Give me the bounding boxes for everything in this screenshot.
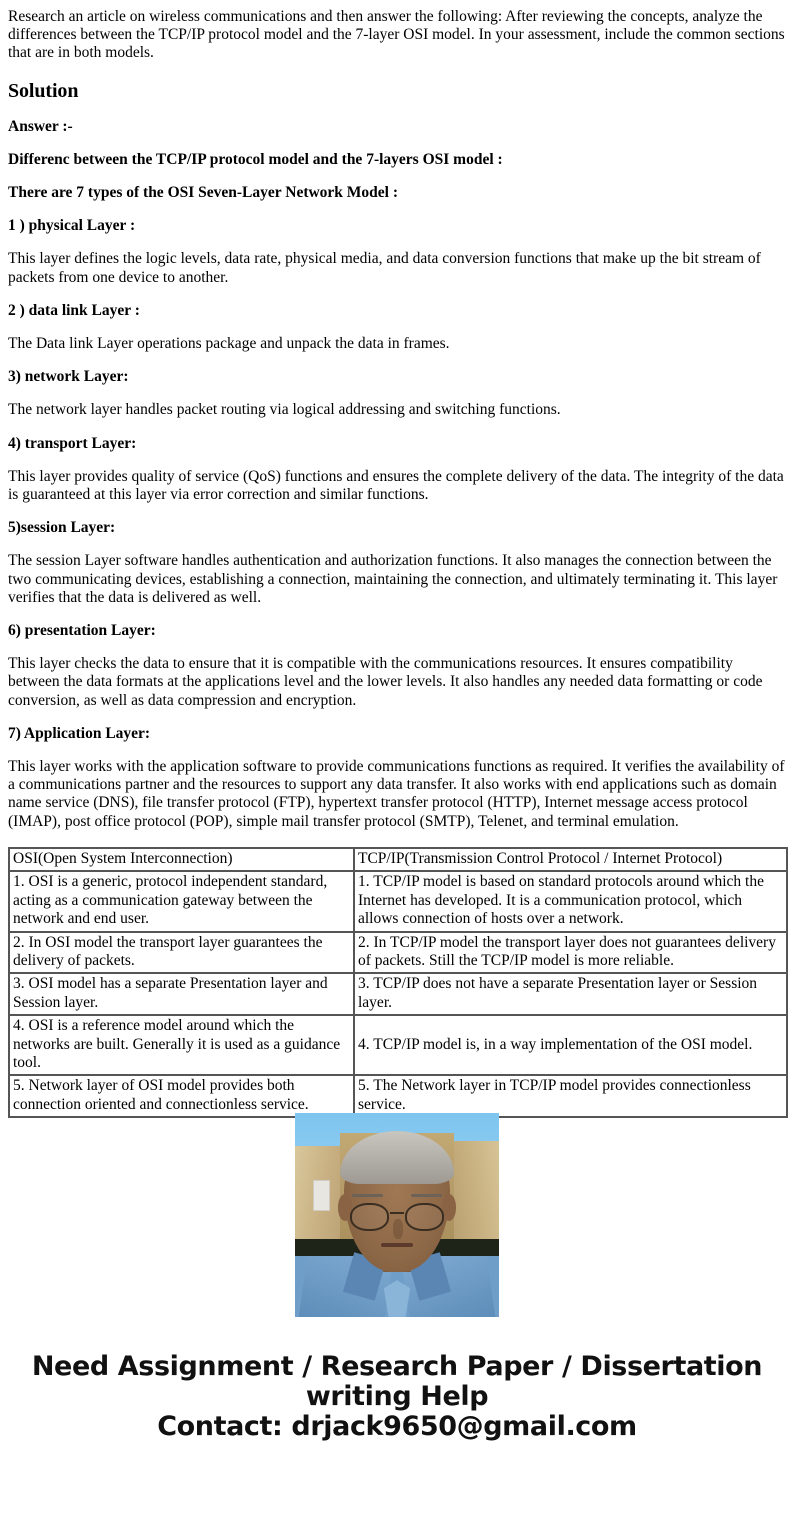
spacer [8,320,786,335]
table-row [9,932,787,974]
layer-heading-2: 2 ) data link Layer : [8,301,140,319]
table-cell-osi: 1. OSI is a generic, protocol independent standard, acting as a communication gateway between the network and end user. [9,871,354,931]
table-cell-osi: 4. OSI is a reference model around which the networks are built. Generally it is used as a guidance tool. [9,1015,354,1075]
layer-heading-6: 6) presentation Layer: [8,622,156,640]
footer-promo [0,1352,794,1456]
layer-body-2: The Data link Layer operations package and unpack the data in frames. [8,335,450,353]
table-row [9,871,787,931]
table-cell-tcpip: 5. The Network layer in TCP/IP model provides connectionless service. [354,1075,787,1117]
avatar-background-switch [313,1180,329,1211]
table-cell-tcpip: 1. TCP/IP model is based on standard protocols around which the Internet has developed. It is a communication protocol, which allows connection of hosts over a network. [354,871,787,931]
table-header-osi: OSI(Open System Interconnection) [9,848,354,871]
table-header-row [9,848,787,871]
avatar [295,1113,499,1317]
table-cell-tcpip: 2. In TCP/IP model the transport layer does not guarantees delivery of packets. Still the TCP/IP model is more reliable. [354,932,787,974]
spacer [8,537,786,552]
spacer [8,287,786,302]
table-row [9,973,787,1015]
layer-heading-3: 3) network Layer: [8,368,129,386]
table-cell-osi: 3. OSI model has a separate Presentation layer and Session layer. [9,973,354,1015]
spacer [8,453,786,468]
layer-body-5: The session Layer software handles authentication and authorization functions. It also manages the connection between the two communicating devices, establishing a connection, maintaining the connection, and ultimately terminating it. This layer verifies that the data is delivered as well. [8,552,778,606]
glasses-lens-right-icon [405,1203,444,1231]
spacer [8,710,786,725]
avatar-ear-right [442,1194,456,1221]
layer-heading-7: 7) Application Layer: [8,724,151,742]
layer-heading-4: 4) transport Layer: [8,434,137,452]
spacer [8,353,786,368]
glasses-bridge-icon [390,1212,404,1215]
table-cell-osi: 5. Network layer of OSI model provides both connection oriented and connectionless service. [9,1075,354,1117]
glasses-lens-left-icon [350,1203,389,1231]
layer-body-1: This layer defines the logic levels, data rate, physical media, and data conversion functions that make up the bit stream of packets from one device to another. [8,250,761,286]
avatar-container [0,1113,794,1322]
layer-body-6: This layer checks the data to ensure that it is compatible with the communications resources. It ensures compatibility between the data formats at the applications level and the lower levels. It also handles any needed data formatting or code conversion, as well as data compression and encryption. [8,655,763,709]
layer-body-4: This layer provides quality of service (QoS) functions and ensures the complete delivery of the data. The integrity of the data is guaranteed at this layer via error correction and similar functions. [8,467,784,504]
spacer [8,640,786,655]
spacer [8,136,786,151]
spacer [8,504,786,519]
spacer [8,103,786,118]
layer-body-7: This layer works with the application software to provide communications functions as required. It verifies the availability of a communications partner and the resources to support any data transfer. It also works with end applications such as domain name service (DNS), file transfer protocol (FTP), hypertext transfer protocol (HTTP), Internet message access protocol (IMAP), post office protocol (POP), simple mail transfer protocol (SMTP), Telenet, and terminal emulation. [8,758,785,830]
spacer [8,743,786,758]
avatar-mouth [381,1243,414,1247]
spacer [8,202,786,217]
solution-heading: Solution [8,79,79,102]
answer-label: Answer :- [8,117,73,135]
table-row [9,1075,787,1117]
layer-heading-1: 1 ) physical Layer : [8,217,136,235]
spacer [8,607,786,622]
comparison-table-container [0,847,794,1113]
spacer [8,63,786,79]
layer-heading-5: 5)session Layer: [8,519,116,537]
spacer [8,386,786,401]
assignment-prompt: Research an article on wireless communications and then answer the following: After reviewing the concepts, analyze the differences between the TCP/IP protocol model and the 7-layer OSI model. In your assessment, include the common sections that are in both models. [8,8,785,62]
avatar-nose [393,1219,403,1239]
spacer [8,169,786,184]
table-header-tcpip: TCP/IP(Transmission Control Protocol / Internet Protocol) [354,848,787,871]
spacer [8,420,786,435]
osi-types-title: There are 7 types of the OSI Seven-Layer Network Model : [8,184,399,202]
table-cell-osi: 2. In OSI model the transport layer guarantees the delivery of packets. [9,932,354,974]
osi-vs-tcpip-table [8,847,788,1118]
table-row [9,1015,787,1075]
footer-line-1: Need Assignment / Research Paper / Dissertation [31,1350,763,1382]
table-cell-tcpip: 4. TCP/IP model is, in a way implementation of the OSI model. [354,1015,787,1075]
table-cell-tcpip: 3. TCP/IP does not have a separate Presentation layer or Session layer. [354,973,787,1015]
layer-body-3: The network layer handles packet routing via logical addressing and switching functions. [8,401,561,419]
difference-title: Differenc between the TCP/IP protocol model and the 7-layers OSI model : [8,150,503,168]
spacer [8,235,786,250]
footer-line-3: Contact: drjack9650@gmail.com [157,1410,637,1442]
footer-line-2: writing Help [305,1380,489,1412]
